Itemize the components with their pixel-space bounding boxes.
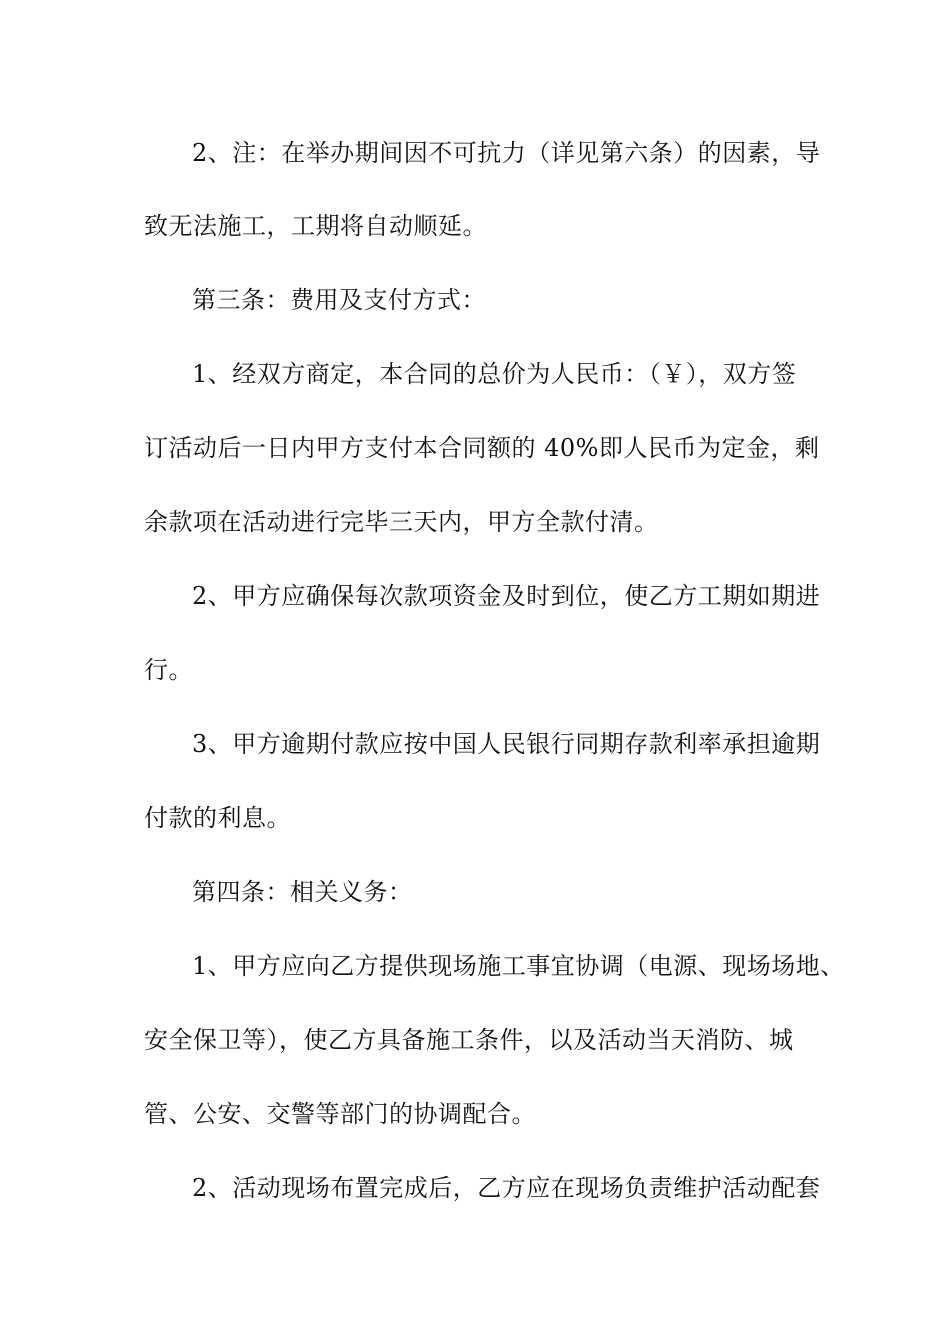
paragraph-line: 余款项在活动进行完毕三天内，甲方全款付清。	[144, 508, 659, 536]
section-heading: 第四条：相关义务：	[192, 878, 413, 906]
paragraph-line: 行。	[144, 656, 193, 684]
paragraph-line: 致无法施工，工期将自动顺延。	[144, 212, 487, 240]
paragraph-line: 付款的利息。	[144, 804, 291, 832]
paragraph-line: 1、甲方应向乙方提供现场施工事宜协调（电源、现场场地、	[192, 952, 845, 980]
paragraph-line: 2、注：在举办期间因不可抗力（详见第六条）的因素，导	[192, 139, 821, 167]
section-heading: 第三条：费用及支付方式：	[192, 286, 486, 314]
paragraph-line: 管、公安、交警等部门的协调配合。	[144, 1100, 536, 1128]
paragraph-line: 3、甲方逾期付款应按中国人民银行同期存款利率承担逾期	[192, 730, 821, 758]
paragraph-line: 1、经双方商定，本合同的总价为人民币：（￥），双方签	[192, 360, 797, 388]
paragraph-line: 安全保卫等），使乙方具备施工条件，以及活动当天消防、城	[144, 1026, 794, 1054]
paragraph-line: 2、活动现场布置完成后，乙方应在现场负责维护活动配套	[192, 1174, 821, 1202]
paragraph-line: 2、甲方应确保每次款项资金及时到位，使乙方工期如期进	[192, 582, 821, 610]
paragraph-line: 订活动后一日内甲方支付本合同额的 40%即人民币为定金，剩	[144, 434, 820, 462]
